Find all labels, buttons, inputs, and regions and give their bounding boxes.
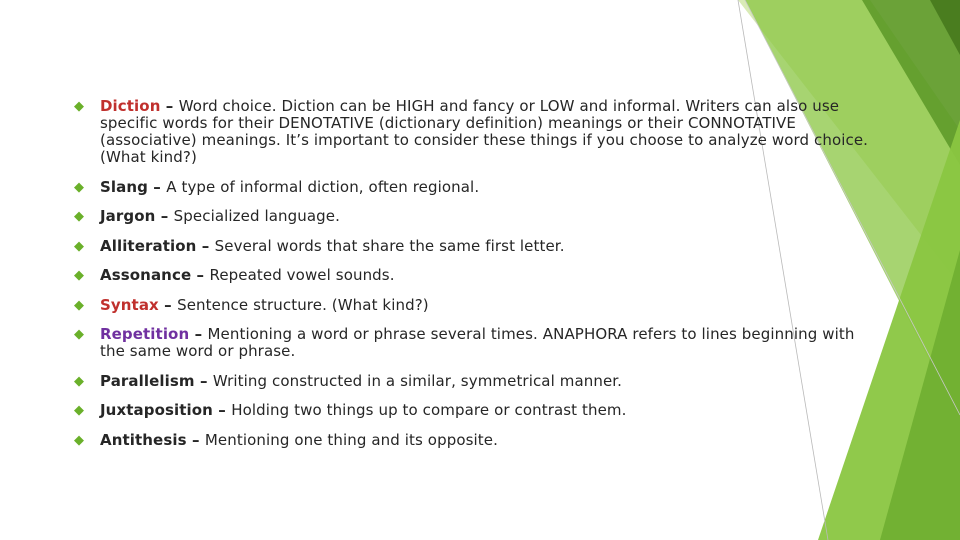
- list-item: [74, 267, 874, 284]
- list-item: [74, 432, 874, 449]
- list-item: [74, 402, 874, 419]
- term-label: Alliteration: [100, 236, 197, 255]
- list-item: [74, 208, 874, 225]
- term-label: Antithesis: [100, 430, 187, 449]
- list-item: [74, 179, 874, 196]
- definition-text: Mentioning a word or phrase several times. ANAPHORA refers to lines beginning with the same word or phrase.: [100, 325, 855, 360]
- term-separator: –: [160, 97, 179, 115]
- definition-text: Holding two things up to compare or contrast them.: [231, 401, 627, 419]
- diamond-bullet-icon: ◆: [74, 373, 85, 389]
- definition-text: Repeated vowel sounds.: [209, 266, 395, 284]
- list-item: [74, 326, 874, 360]
- term-label: Syntax: [100, 295, 159, 314]
- list-item: [74, 98, 874, 166]
- list-item: [74, 238, 874, 255]
- term-separator: –: [189, 325, 208, 343]
- definition-text: Sentence structure. (What kind?): [177, 295, 429, 314]
- diamond-bullet-icon: ◆: [74, 99, 85, 114]
- term-label: Slang: [100, 177, 148, 196]
- definition-text: Specialized language.: [173, 207, 340, 225]
- diamond-bullet-icon: ◆: [74, 327, 85, 342]
- term-label: Juxtaposition: [100, 401, 213, 419]
- term-separator: –: [158, 295, 178, 314]
- definition-text: Several words that share the same first letter.: [214, 236, 565, 255]
- term-separator: –: [186, 430, 205, 449]
- diamond-bullet-icon: ◆: [74, 179, 85, 195]
- term-separator: –: [147, 177, 167, 196]
- term-separator: –: [155, 207, 174, 225]
- term-label: Jargon: [100, 207, 156, 225]
- term-label: Diction: [100, 97, 161, 115]
- term-label: Repetition: [100, 325, 190, 343]
- definition-text: A type of informal diction, often regional.: [166, 177, 480, 196]
- list-item: [74, 373, 874, 390]
- term-label: Assonance: [100, 266, 192, 284]
- definition-text: Word choice. Diction can be HIGH and fancy or LOW and informal. Writers can also use specific words for their DENOTATIVE (dictionary definition) meanings or their CONNOTATIVE (associative) meanings. It’s important to consider these things if you choose to analyze word choice. (What kind?): [100, 97, 869, 166]
- diamond-bullet-icon: ◆: [74, 432, 85, 448]
- term-separator: –: [194, 371, 213, 390]
- bullet-list: [74, 98, 874, 461]
- diamond-bullet-icon: ◆: [74, 238, 85, 254]
- definition-text: Writing constructed in a similar, symmetrical manner.: [212, 371, 623, 390]
- term-separator: –: [212, 401, 232, 419]
- diamond-bullet-icon: ◆: [74, 268, 85, 283]
- diamond-bullet-icon: ◆: [74, 209, 85, 224]
- term-label: Parallelism: [100, 371, 195, 390]
- diamond-bullet-icon: ◆: [74, 297, 85, 313]
- term-separator: –: [191, 266, 210, 284]
- list-item: [74, 297, 874, 314]
- term-separator: –: [196, 236, 215, 255]
- diamond-bullet-icon: ◆: [74, 403, 85, 418]
- definition-text: Mentioning one thing and its opposite.: [204, 430, 498, 449]
